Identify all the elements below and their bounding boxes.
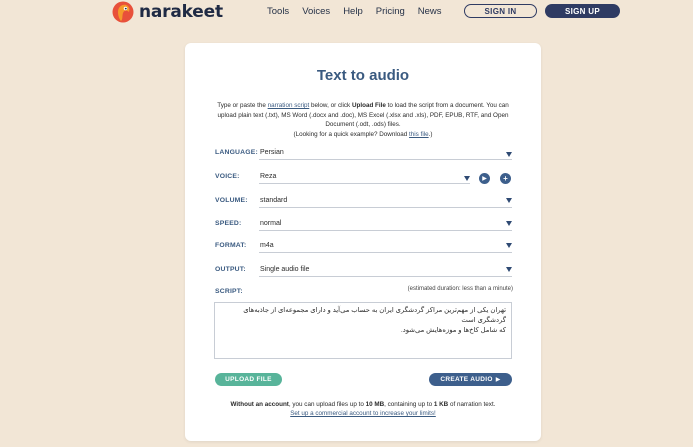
estimated-duration: (estimated duration: less than a minute) xyxy=(407,286,513,292)
narration-script-link[interactable]: narration script xyxy=(267,102,310,109)
example-file-link[interactable]: this file xyxy=(409,130,429,138)
play-voice-button[interactable] xyxy=(479,173,490,184)
nav-item-pricing[interactable]: Pricing xyxy=(375,6,405,17)
intro-text xyxy=(207,101,519,139)
chevron-down-icon xyxy=(506,152,512,157)
speed-select[interactable] xyxy=(259,218,512,231)
format-value: m4a xyxy=(260,242,274,249)
add-voice-button[interactable] xyxy=(500,173,511,184)
footer-text: of narration text. xyxy=(448,401,496,408)
page-title: Text to audio xyxy=(316,67,410,84)
sign-in-button[interactable]: SIGN IN xyxy=(464,4,537,18)
intro-text-part: (Looking for a quick example? Download xyxy=(293,130,410,138)
script-textarea[interactable] xyxy=(214,302,512,359)
limit-size: 10 MB xyxy=(365,401,385,408)
parrot-logo-icon xyxy=(112,1,134,23)
footer-text: , containing up to xyxy=(384,401,434,408)
format-select[interactable] xyxy=(259,240,512,253)
upload-file-emphasis: Upload File xyxy=(351,102,386,109)
play-icon: ▶ xyxy=(482,176,487,182)
chevron-down-icon xyxy=(506,243,512,248)
commercial-account-link[interactable]: Set up a commercial account to increase your limits! xyxy=(290,410,436,417)
script-line: که شامل کاخ‌ها و موزه‌هایش می‌شود. xyxy=(400,327,506,334)
nav-item-tools[interactable]: Tools xyxy=(267,6,290,17)
language-label: LANGUAGE: xyxy=(215,149,258,156)
logo-text: narakeet xyxy=(139,2,223,22)
plus-icon: + xyxy=(503,174,508,183)
account-limits-note xyxy=(185,400,541,418)
format-label: FORMAT: xyxy=(215,242,247,249)
text-to-audio-card xyxy=(185,43,541,441)
chevron-down-icon xyxy=(464,176,470,181)
chevron-down-icon xyxy=(506,198,512,203)
volume-select[interactable] xyxy=(259,195,512,208)
voice-label: VOICE: xyxy=(215,173,240,180)
language-select[interactable] xyxy=(259,147,512,160)
upload-file-button[interactable]: UPLOAD FILE xyxy=(215,373,282,386)
voice-select[interactable] xyxy=(259,171,470,184)
chevron-down-icon xyxy=(506,221,512,226)
intro-text-part: to load the script from a document. You can upload plain text (.txt), MS Word (.docx and .doc), MS Excel (.xlsx and .xls), PDF, EPUB, RTF, and Open Document (.odt, .ods) files. xyxy=(217,102,509,128)
create-audio-button[interactable] xyxy=(429,373,512,386)
speed-label: SPEED: xyxy=(215,220,242,227)
nav-item-voices[interactable]: Voices xyxy=(302,6,331,17)
create-audio-label: CREATE AUDIO xyxy=(440,376,493,383)
language-value: Persian xyxy=(260,149,284,156)
nav-item-help[interactable]: Help xyxy=(343,6,363,17)
volume-label: VOLUME: xyxy=(215,197,248,204)
script-line: تهران یکی از مهم‌ترین مراکز گردشگری ایران به حساب می‌آید و دارای مجموعه‌ای از جاذبه‌های گردشگری است xyxy=(243,307,506,324)
limit-size: 1 KB xyxy=(433,401,449,408)
output-select[interactable] xyxy=(259,264,512,277)
output-label: OUTPUT: xyxy=(215,266,246,273)
play-arrow-icon: ▶ xyxy=(495,377,501,383)
nav-item-news[interactable]: News xyxy=(417,6,442,17)
output-value: Single audio file xyxy=(260,266,310,273)
speed-value: normal xyxy=(260,220,282,227)
chevron-down-icon xyxy=(506,267,512,272)
voice-value: Reza xyxy=(260,173,277,180)
volume-value: standard xyxy=(260,197,288,204)
logo[interactable] xyxy=(112,1,223,23)
intro-text-part: .) xyxy=(428,130,433,138)
sign-up-button[interactable]: SIGN UP xyxy=(545,4,620,18)
top-navigation xyxy=(0,0,693,26)
intro-text-part: below, or click xyxy=(309,102,352,109)
main-nav xyxy=(267,6,442,17)
intro-text-part: Type or paste the xyxy=(217,102,268,109)
script-label: SCRIPT: xyxy=(215,288,243,295)
no-account-emphasis: Without an account xyxy=(230,401,289,408)
footer-text: , you can upload files up to xyxy=(288,401,366,408)
